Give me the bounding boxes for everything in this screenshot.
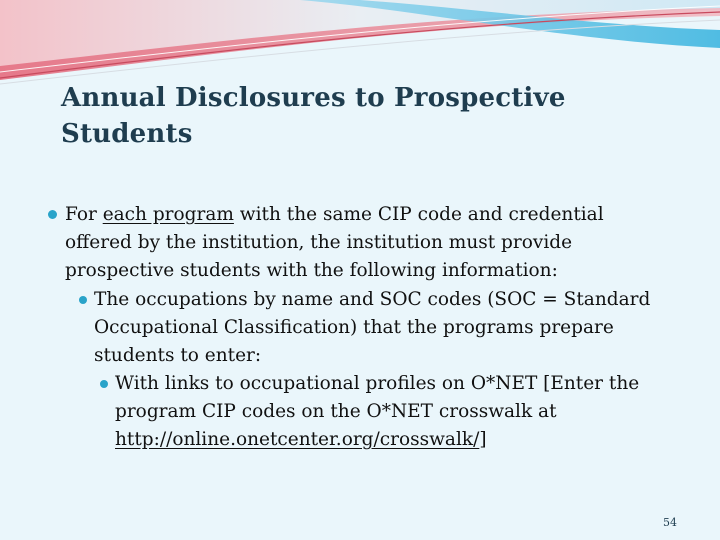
- title-line-1: Annual Disclosures to Prospective: [61, 83, 566, 113]
- bullet-level-2-line-2: Occupational Classification) that the programs prepare: [94, 317, 614, 338]
- onet-crosswalk-link[interactable]: http://online.onetcenter.org/crosswalk/: [115, 429, 480, 450]
- bullet-level-3: [115, 370, 715, 454]
- bullet-level-1-line-2: offered by the institution, the institution must provide: [65, 232, 573, 253]
- title-line-2: Students: [61, 119, 193, 149]
- bullet-level-1-line-1: For each program with the same CIP code and credential: [65, 204, 604, 225]
- bullet-level-1-line-3: prospective students with the following information:: [65, 260, 558, 281]
- bullet-level-3-line-3: http://online.onetcenter.org/crosswalk/]: [115, 429, 487, 450]
- bullet-level-3-line-2: program CIP codes on the O*NET crosswalk at: [115, 401, 557, 422]
- bullet-icon: [100, 380, 108, 388]
- bullet-level-2-line-1: The occupations by name and SOC codes (SOC = Standard: [94, 289, 651, 310]
- bullet-level-1: [65, 201, 705, 285]
- emphasis-each-program: each program: [102, 204, 234, 225]
- bullet-level-2-line-3: students to enter:: [94, 345, 262, 366]
- bullet-level-2: [94, 286, 714, 370]
- slide-title: [61, 80, 661, 152]
- bullet-icon: [48, 210, 57, 219]
- bullet-level-3-line-1: With links to occupational profiles on O*NET [Enter the: [115, 373, 640, 394]
- header-swoosh-decoration: [0, 0, 720, 90]
- page-number: 54: [663, 516, 677, 529]
- bullet-icon: [79, 296, 87, 304]
